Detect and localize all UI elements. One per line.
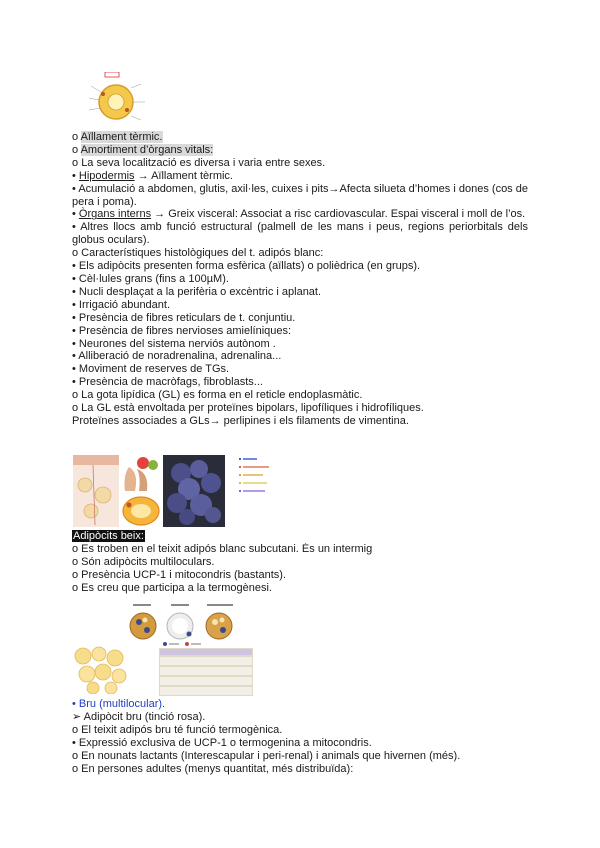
- histo-line: o La GL està envoltada per proteïnes bipolars, lipofíliques i hidrofíliques.: [72, 402, 424, 415]
- adipose-collage-figure: [73, 455, 353, 527]
- text-section-white-adipose: [72, 131, 528, 428]
- histo-line: • Irrigació abundant.: [72, 298, 171, 311]
- bru-line: • Expressió exclusiva de UCP-1 o termogenina a mitocondris.: [72, 736, 372, 749]
- histo-line: • Neurones del sistema nerviós autònom .: [72, 337, 276, 350]
- adipocyte-diagram-figure: [83, 72, 149, 130]
- line-amortiment: o Amortiment d’òrgans vitals:: [72, 143, 214, 156]
- beix-line: o Són adipòcits multiloculars.: [72, 555, 215, 568]
- beix-line: o Es troben en el teixit adipós blanc subcutani. És un intermig: [72, 542, 373, 555]
- histo-line: o Característiques histològiques del t. adipós blanc:: [72, 247, 324, 260]
- histo-line: • Presència de fibres nervioses amielíniques:: [72, 324, 292, 337]
- histo-line: • Presència de macròfags, fibroblasts...: [72, 376, 263, 389]
- histo-line: • Els adipòcits presenten forma esfèrica (aïllats) o polièdrica (en grups).: [72, 260, 421, 273]
- bru-line: o En nounats lactants (Interescapular i peri-renal) i animals que hivernen (més).: [72, 749, 461, 762]
- beix-heading: Adipòcits beix:: [73, 530, 144, 542]
- comparison-table: [159, 648, 251, 694]
- histo-line: • Moviment de reserves de TGs.: [72, 363, 230, 376]
- legend-thumbnail: [239, 455, 285, 501]
- histo-line: • Cèl·lules grans (fins a 100µM).: [72, 272, 229, 285]
- line-aillament: o Aïllament tèrmic.: [72, 131, 163, 143]
- fat-cluster-micrograph-image: [163, 455, 225, 527]
- line-hipodermis: • Hipodermis → Aïllament tèrmic.: [72, 169, 233, 182]
- cell-types-icons-image: [125, 604, 243, 648]
- body-shape-image: [119, 455, 163, 493]
- beix-line: o Presència UCP-1 i mitocondris (bastants).: [72, 568, 286, 581]
- cell-cross-section-image: [119, 493, 163, 527]
- line-localitzacio: o La seva localització es diversa i varia entre sexes.: [72, 156, 326, 169]
- line-organs: • Òrgans interns → Greix visceral: Associat a risc cardiovascular. Espai visceral i moll de l’os.: [72, 208, 526, 221]
- bru-line: o El teixit adipós bru té funció termogènica.: [72, 723, 283, 736]
- bru-line: o En persones adultes (menys quantitat, més distribuïda):: [72, 762, 354, 775]
- text-section-brown-adipose: [72, 698, 528, 775]
- histo-line: • Nucli desplaçat a la perifèria o excèntric i aplanat.: [72, 285, 322, 298]
- bru-heading: • Bru (multilocular).: [72, 698, 166, 710]
- histo-line: o La gota lipídica (GL) es forma en el reticle endoplasmàtic.: [72, 389, 363, 402]
- beix-line: o Es creu que participa a la termogènesi.: [72, 581, 272, 594]
- white-fat-cells-image: [73, 646, 131, 694]
- histo-line: Proteïnes associades a GLs→ perlipines i els filaments de vimentina.: [72, 414, 409, 427]
- line-acumulacio: • Acumulació a abdomen, glutis, axil·les, cuixes i pits→Afecta silueta d’homes i dones (cos de pera i poma).: [72, 182, 528, 208]
- histo-line: • Alliberació de noradrenalina, adrenalina...: [72, 350, 282, 363]
- histo-line: • Presència de fibres reticulars de t. conjuntiu.: [72, 311, 296, 324]
- text-section-beige-adipocytes: [72, 530, 528, 595]
- adipocyte-comparison-figure: [73, 600, 253, 696]
- line-altres: • Altres llocs amb funció estructural (palmell de les mans i peus, regions periorbitals dels globus oculars).: [72, 221, 528, 247]
- skin-section-image: [73, 455, 119, 527]
- bru-line: ➢ Adipòcit bru (tinció rosa).: [72, 710, 206, 723]
